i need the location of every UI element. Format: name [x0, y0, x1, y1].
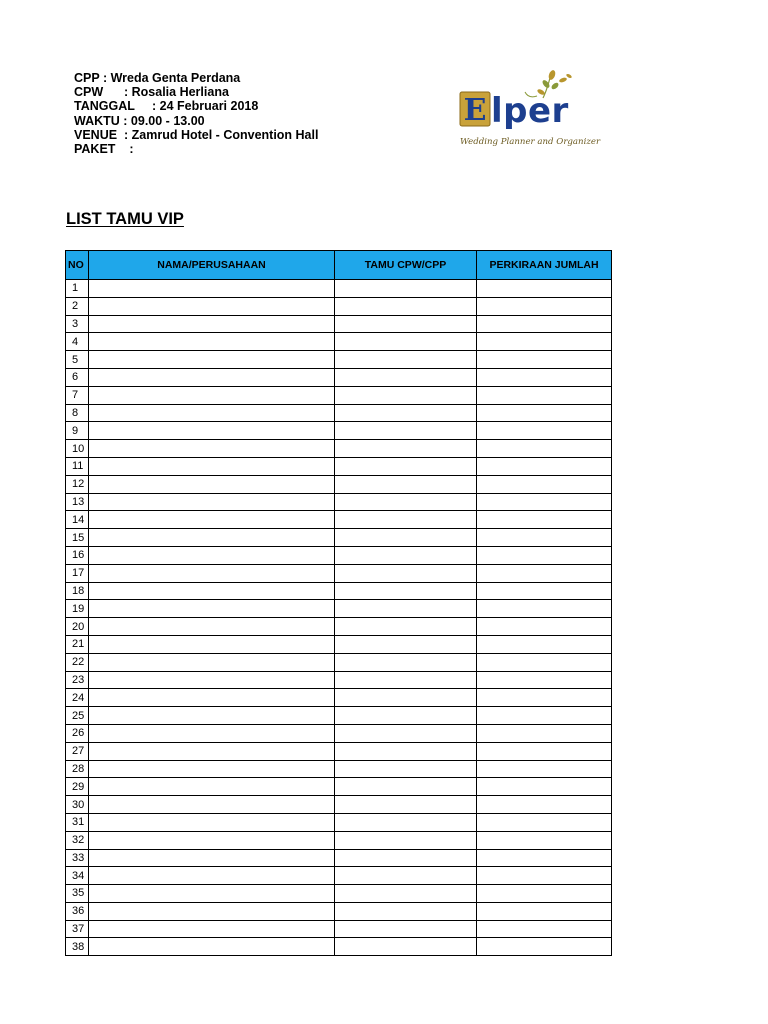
cell-nama[interactable]	[89, 564, 335, 582]
cell-tamu[interactable]	[335, 653, 477, 671]
cell-nama[interactable]	[89, 653, 335, 671]
table-row	[66, 724, 612, 742]
cell-tamu[interactable]	[335, 671, 477, 689]
cell-nama[interactable]	[89, 511, 335, 529]
info-waktu: WAKTU : 09.00 - 13.00	[74, 113, 205, 128]
table-row	[66, 796, 612, 814]
row-number: 17	[66, 564, 89, 582]
row-number: 37	[66, 920, 89, 938]
cell-tamu[interactable]	[335, 707, 477, 725]
cell-nama[interactable]	[89, 867, 335, 885]
row-number: 23	[66, 671, 89, 689]
cell-jumlah[interactable]	[477, 885, 612, 903]
row-number: 20	[66, 618, 89, 636]
table-row	[66, 778, 612, 796]
cell-tamu[interactable]	[335, 902, 477, 920]
cell-tamu[interactable]	[335, 511, 477, 529]
cell-nama[interactable]	[89, 796, 335, 814]
cell-tamu[interactable]	[335, 351, 477, 369]
cell-jumlah[interactable]	[477, 457, 612, 475]
table-row	[66, 849, 612, 867]
row-number: 7	[66, 386, 89, 404]
table-row	[66, 368, 612, 386]
row-number: 25	[66, 707, 89, 725]
cell-tamu[interactable]	[335, 475, 477, 493]
table-row	[66, 760, 612, 778]
cell-jumlah[interactable]	[477, 600, 612, 618]
cell-nama[interactable]	[89, 529, 335, 547]
column-header-jumlah: PERKIRAAN JUMLAH	[477, 251, 612, 280]
row-number: 35	[66, 885, 89, 903]
cell-jumlah[interactable]	[477, 796, 612, 814]
cell-tamu[interactable]	[335, 582, 477, 600]
cell-jumlah[interactable]	[477, 653, 612, 671]
info-venue: VENUE : Zamrud Hotel - Convention Hall	[74, 127, 319, 142]
info-cpw: CPW : Rosalia Herliana	[74, 85, 229, 100]
cell-tamu[interactable]	[335, 760, 477, 778]
cell-nama[interactable]	[89, 920, 335, 938]
cell-nama[interactable]	[89, 386, 335, 404]
cell-jumlah[interactable]	[477, 333, 612, 351]
cell-tamu[interactable]	[335, 796, 477, 814]
cell-nama[interactable]	[89, 351, 335, 369]
cell-nama[interactable]	[89, 368, 335, 386]
table-row	[66, 422, 612, 440]
cell-tamu[interactable]	[335, 724, 477, 742]
cell-nama[interactable]	[89, 618, 335, 636]
cell-jumlah[interactable]	[477, 297, 612, 315]
cell-tamu[interactable]	[335, 422, 477, 440]
cell-tamu[interactable]	[335, 813, 477, 831]
cell-nama[interactable]	[89, 831, 335, 849]
cell-nama[interactable]	[89, 280, 335, 298]
cell-jumlah[interactable]	[477, 422, 612, 440]
cell-tamu[interactable]	[335, 742, 477, 760]
cell-jumlah[interactable]	[477, 635, 612, 653]
cell-jumlah[interactable]	[477, 475, 612, 493]
cell-jumlah[interactable]	[477, 742, 612, 760]
table-row	[66, 867, 612, 885]
row-number: 3	[66, 315, 89, 333]
cell-jumlah[interactable]	[477, 849, 612, 867]
table-row	[66, 635, 612, 653]
cell-jumlah[interactable]	[477, 368, 612, 386]
cell-jumlah[interactable]	[477, 280, 612, 298]
cell-tamu[interactable]	[335, 368, 477, 386]
cell-jumlah[interactable]	[477, 813, 612, 831]
row-number: 6	[66, 368, 89, 386]
event-info	[74, 71, 318, 156]
column-header-tamu: TAMU CPW/CPP	[335, 251, 477, 280]
cell-nama[interactable]	[89, 457, 335, 475]
table-row	[66, 529, 612, 547]
cell-jumlah[interactable]	[477, 920, 612, 938]
table-row	[66, 653, 612, 671]
row-number: 31	[66, 813, 89, 831]
row-number: 18	[66, 582, 89, 600]
table-row	[66, 457, 612, 475]
cell-nama[interactable]	[89, 635, 335, 653]
cell-nama[interactable]	[89, 902, 335, 920]
table-row	[66, 440, 612, 458]
cell-nama[interactable]	[89, 671, 335, 689]
table-row	[66, 902, 612, 920]
row-number: 11	[66, 457, 89, 475]
row-number: 1	[66, 280, 89, 298]
table-row	[66, 813, 612, 831]
row-number: 19	[66, 600, 89, 618]
cell-tamu[interactable]	[335, 600, 477, 618]
table-row	[66, 707, 612, 725]
cell-nama[interactable]	[89, 333, 335, 351]
cell-jumlah[interactable]	[477, 778, 612, 796]
cell-nama[interactable]	[89, 404, 335, 422]
cell-nama[interactable]	[89, 849, 335, 867]
cell-nama[interactable]	[89, 315, 335, 333]
cell-nama[interactable]	[89, 885, 335, 903]
table-row	[66, 297, 612, 315]
cell-nama[interactable]	[89, 475, 335, 493]
cell-tamu[interactable]	[335, 564, 477, 582]
row-number: 15	[66, 529, 89, 547]
row-number: 27	[66, 742, 89, 760]
row-number: 13	[66, 493, 89, 511]
row-number: 9	[66, 422, 89, 440]
cell-jumlah[interactable]	[477, 831, 612, 849]
cell-tamu[interactable]	[335, 938, 477, 956]
cell-tamu[interactable]	[335, 618, 477, 636]
table-row	[66, 920, 612, 938]
cell-tamu[interactable]	[335, 297, 477, 315]
table-row	[66, 280, 612, 298]
table-row	[66, 351, 612, 369]
info-tanggal: TANGGAL : 24 Februari 2018	[74, 99, 259, 114]
cell-jumlah[interactable]	[477, 938, 612, 956]
row-number: 2	[66, 297, 89, 315]
table-row	[66, 938, 612, 956]
row-number: 16	[66, 546, 89, 564]
table-row	[66, 831, 612, 849]
cell-tamu[interactable]	[335, 457, 477, 475]
cell-nama[interactable]	[89, 297, 335, 315]
cell-tamu[interactable]	[335, 280, 477, 298]
cell-jumlah[interactable]	[477, 902, 612, 920]
table-row	[66, 600, 612, 618]
cell-jumlah[interactable]	[477, 511, 612, 529]
column-header-nama: NAMA/PERUSAHAAN	[89, 251, 335, 280]
list-title: LIST TAMU VIP	[66, 210, 184, 228]
cell-tamu[interactable]	[335, 849, 477, 867]
table-row	[66, 475, 612, 493]
cell-nama[interactable]	[89, 778, 335, 796]
cell-jumlah[interactable]	[477, 867, 612, 885]
svg-text:E: E	[463, 93, 487, 128]
row-number: 30	[66, 796, 89, 814]
row-number: 33	[66, 849, 89, 867]
cell-nama[interactable]	[89, 493, 335, 511]
table-row	[66, 404, 612, 422]
logo-tagline: Wedding Planner and Organizer	[460, 137, 601, 147]
cell-tamu[interactable]	[335, 493, 477, 511]
cell-jumlah[interactable]	[477, 493, 612, 511]
info-cpp: CPP : Wreda Genta Perdana	[74, 71, 241, 85]
cell-jumlah[interactable]	[477, 404, 612, 422]
table-row	[66, 333, 612, 351]
cell-jumlah[interactable]	[477, 315, 612, 333]
cell-jumlah[interactable]	[477, 564, 612, 582]
row-number: 28	[66, 760, 89, 778]
cell-tamu[interactable]	[335, 404, 477, 422]
table-row	[66, 493, 612, 511]
table-body	[66, 280, 612, 956]
cell-jumlah[interactable]	[477, 707, 612, 725]
table-row	[66, 386, 612, 404]
cell-nama[interactable]	[89, 422, 335, 440]
cell-jumlah[interactable]	[477, 760, 612, 778]
row-number: 10	[66, 440, 89, 458]
cell-nama[interactable]	[89, 440, 335, 458]
elper-logo	[455, 66, 615, 150]
cell-jumlah[interactable]	[477, 440, 612, 458]
cell-tamu[interactable]	[335, 885, 477, 903]
cell-nama[interactable]	[89, 546, 335, 564]
table-row	[66, 689, 612, 707]
cell-tamu[interactable]	[335, 333, 477, 351]
cell-nama[interactable]	[89, 760, 335, 778]
cell-nama[interactable]	[89, 813, 335, 831]
row-number: 29	[66, 778, 89, 796]
table-row	[66, 564, 612, 582]
cell-nama[interactable]	[89, 600, 335, 618]
cell-tamu[interactable]	[335, 386, 477, 404]
cell-tamu[interactable]	[335, 315, 477, 333]
row-number: 14	[66, 511, 89, 529]
row-number: 22	[66, 653, 89, 671]
row-number: 12	[66, 475, 89, 493]
cell-tamu[interactable]	[335, 440, 477, 458]
table-header-row	[66, 251, 612, 280]
row-number: 34	[66, 867, 89, 885]
cell-jumlah[interactable]	[477, 386, 612, 404]
cell-jumlah[interactable]	[477, 529, 612, 547]
table-row	[66, 315, 612, 333]
cell-jumlah[interactable]	[477, 546, 612, 564]
cell-nama[interactable]	[89, 742, 335, 760]
cell-jumlah[interactable]	[477, 724, 612, 742]
cell-jumlah[interactable]	[477, 689, 612, 707]
table-row	[66, 618, 612, 636]
row-number: 8	[66, 404, 89, 422]
table-row	[66, 546, 612, 564]
cell-tamu[interactable]	[335, 546, 477, 564]
row-number: 21	[66, 635, 89, 653]
cell-tamu[interactable]	[335, 867, 477, 885]
row-number: 4	[66, 333, 89, 351]
cell-nama[interactable]	[89, 938, 335, 956]
cell-jumlah[interactable]	[477, 671, 612, 689]
cell-nama[interactable]	[89, 689, 335, 707]
cell-tamu[interactable]	[335, 778, 477, 796]
table-row	[66, 742, 612, 760]
row-number: 38	[66, 938, 89, 956]
svg-text:lper: lper	[491, 91, 569, 131]
row-number: 36	[66, 902, 89, 920]
row-number: 24	[66, 689, 89, 707]
cell-jumlah[interactable]	[477, 351, 612, 369]
cell-tamu[interactable]	[335, 831, 477, 849]
row-number: 32	[66, 831, 89, 849]
row-number: 26	[66, 724, 89, 742]
cell-tamu[interactable]	[335, 920, 477, 938]
cell-jumlah[interactable]	[477, 618, 612, 636]
cell-nama[interactable]	[89, 707, 335, 725]
row-number: 5	[66, 351, 89, 369]
cell-tamu[interactable]	[335, 635, 477, 653]
table-row	[66, 582, 612, 600]
cell-jumlah[interactable]	[477, 582, 612, 600]
column-header-no: NO	[66, 251, 89, 280]
cell-nama[interactable]	[89, 582, 335, 600]
cell-nama[interactable]	[89, 724, 335, 742]
table-row	[66, 511, 612, 529]
vip-guest-table	[65, 250, 612, 956]
info-paket: PAKET :	[74, 142, 134, 157]
table-row	[66, 671, 612, 689]
table-row	[66, 885, 612, 903]
cell-tamu[interactable]	[335, 529, 477, 547]
cell-tamu[interactable]	[335, 689, 477, 707]
